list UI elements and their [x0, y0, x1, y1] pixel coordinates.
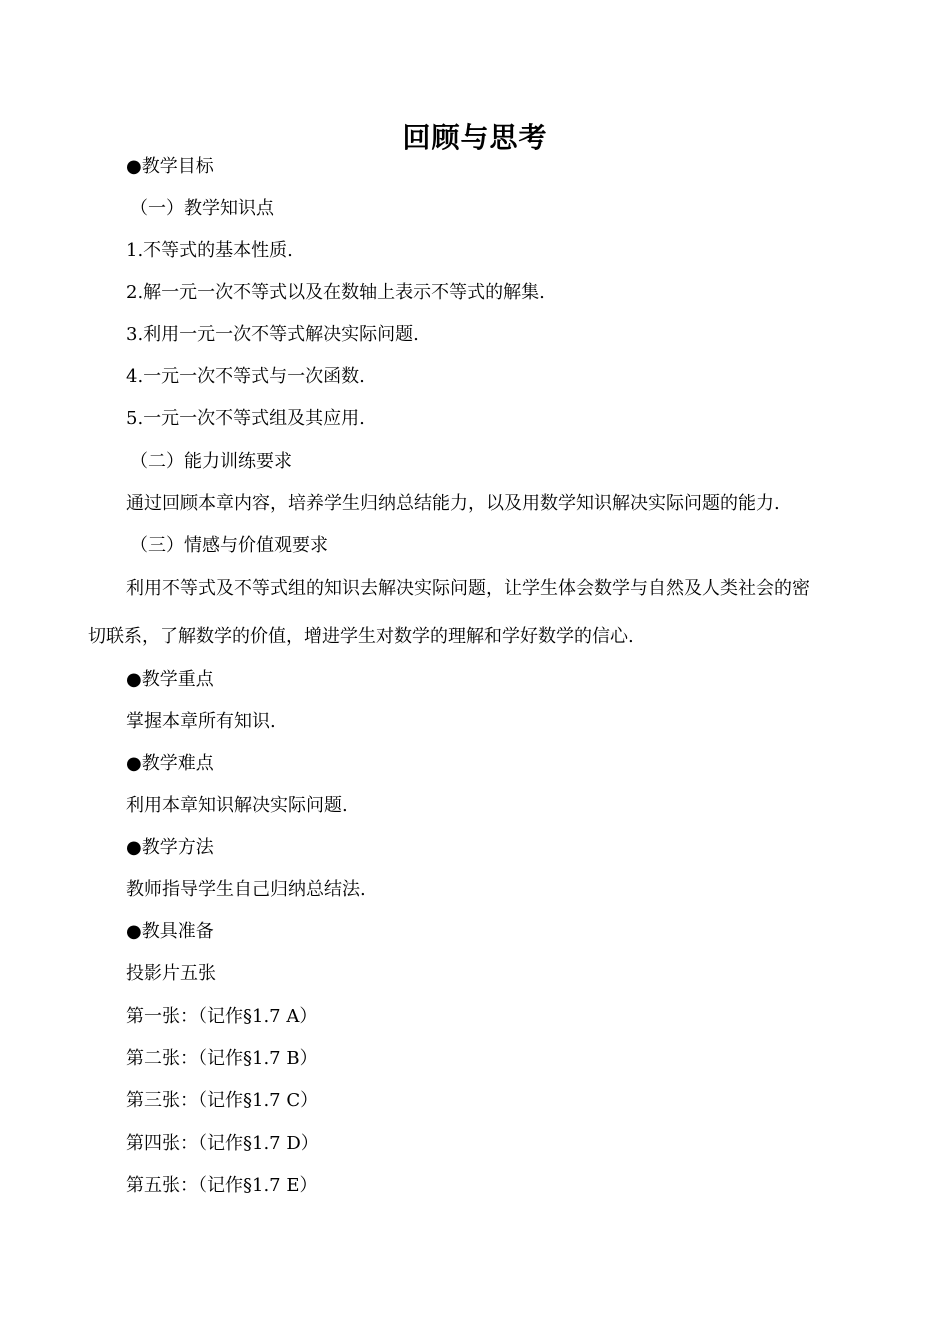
section-heading-difficulties: ●教学难点: [126, 753, 214, 774]
list-item: 第五张：（记作§1.7 E）: [126, 1175, 318, 1196]
list-item: 第一张：（记作§1.7 A）: [126, 1006, 318, 1027]
list-item: 第二张：（记作§1.7 B）: [126, 1048, 318, 1069]
list-item: 4.一元一次不等式与一次函数.: [126, 366, 365, 387]
page-title: 回顾与思考: [402, 121, 548, 154]
paragraph-materials: 投影片五张: [126, 963, 216, 984]
subsection-heading-ability-requirements: （二）能力训练要求: [130, 451, 292, 472]
subsection-heading-emotion-values: （三）情感与价值观要求: [130, 535, 328, 556]
paragraph-difficulties: 利用本章知识解决实际问题.: [126, 795, 348, 816]
paragraph-ability: 通过回顾本章内容，培养学生归纳总结能力，以及用数学知识解决实际问题的能力.: [126, 493, 780, 514]
list-item: 第四张：（记作§1.7 D）: [126, 1133, 319, 1154]
paragraph-emotion-line-2: 切联系，了解数学的价值，增进学生对数学的理解和学好数学的信心.: [88, 626, 634, 647]
section-heading-teaching-goals: ●教学目标: [126, 156, 214, 177]
section-heading-materials: ●教具准备: [126, 921, 214, 942]
list-item: 5.一元一次不等式组及其应用.: [126, 408, 365, 429]
paragraph-emotion-line-1: 利用不等式及不等式组的知识去解决实际问题，让学生体会数学与自然及人类社会的密: [126, 578, 810, 599]
list-item: 3.利用一元一次不等式解决实际问题.: [126, 324, 419, 345]
subsection-heading-knowledge-points: （一）教学知识点: [130, 198, 274, 219]
section-heading-methods: ●教学方法: [126, 837, 214, 858]
list-item: 2.解一元一次不等式以及在数轴上表示不等式的解集.: [126, 282, 545, 303]
list-item: 第三张：（记作§1.7 C）: [126, 1090, 319, 1111]
list-item: 1.不等式的基本性质.: [126, 240, 293, 261]
paragraph-key-points: 掌握本章所有知识.: [126, 711, 276, 732]
paragraph-methods: 教师指导学生自己归纳总结法.: [126, 879, 366, 900]
section-heading-key-points: ●教学重点: [126, 669, 214, 690]
